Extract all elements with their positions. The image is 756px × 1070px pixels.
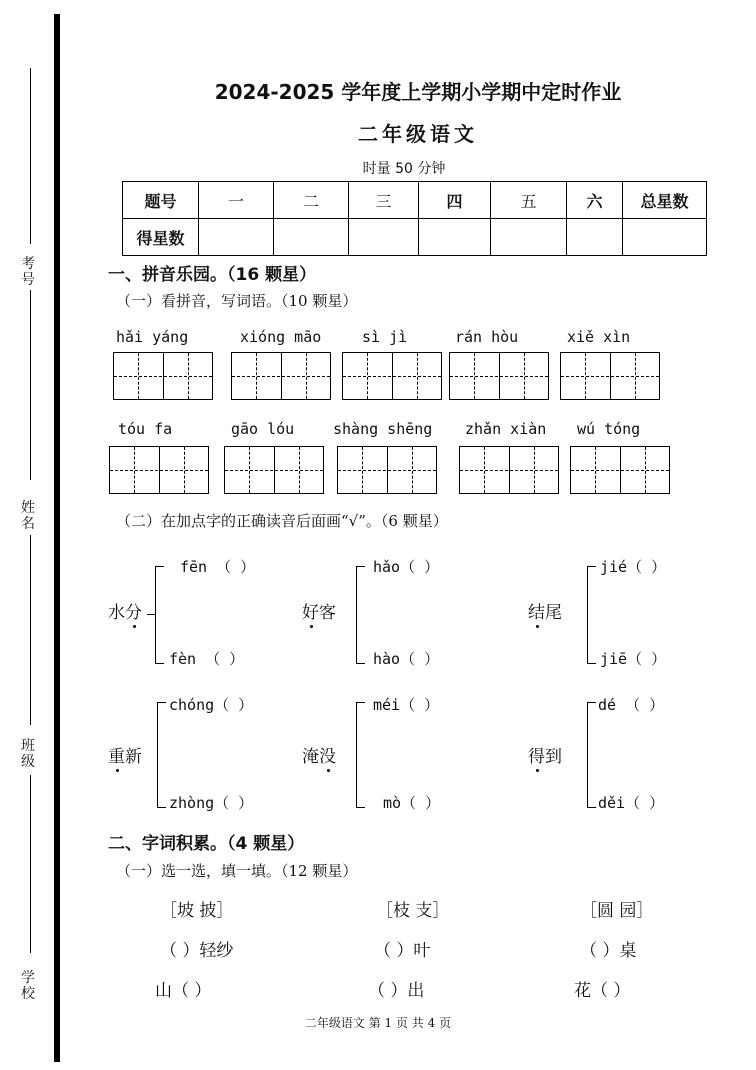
fill-blank[interactable]: （ ）叶 (374, 941, 431, 961)
choice-pair: ［枝 支］ (376, 901, 450, 921)
fill-blank[interactable]: （ ）桌 (580, 941, 637, 961)
pinyin-option[interactable]: děi（ ） (598, 794, 665, 812)
dotted-word: 水分 (108, 598, 142, 623)
brace-tick (147, 614, 155, 615)
pinyin-option[interactable]: fēn （ ） (180, 558, 256, 576)
table-cell: 总星数 (623, 182, 707, 219)
pinyin-label: wú tóng (577, 420, 641, 438)
time-limit: 时量 50 分钟 (362, 161, 446, 177)
table-cell: 六 (567, 182, 623, 219)
dotted-word: 结尾 (528, 598, 562, 623)
page-subtitle: 二年级语文 (358, 122, 478, 146)
fill-blank[interactable]: 花（ ） (574, 981, 631, 1001)
score-input-cell[interactable] (567, 219, 623, 256)
score-input-cell[interactable] (199, 219, 274, 256)
brace (155, 566, 164, 664)
writing-grid[interactable] (109, 446, 209, 494)
dotted-word: 好客 (302, 598, 336, 623)
table-cell: 一 (199, 182, 274, 219)
score-input-cell[interactable] (623, 219, 707, 256)
pinyin-label: shàng shēng (333, 420, 433, 438)
dotted-word: 淹没 (302, 742, 336, 767)
section2-title: 二、字词积累。（4 颗星） (108, 834, 305, 854)
pinyin-option[interactable]: hǎo（ ） (373, 558, 440, 576)
table-cell: 五 (491, 182, 567, 219)
choice-pair: ［坡 披］ (160, 901, 234, 921)
table-cell: 三 (349, 182, 419, 219)
exam-number-label: 考号 (21, 256, 35, 288)
class-line (30, 535, 31, 725)
pinyin-label: sì jì (362, 328, 408, 346)
writing-grid[interactable] (337, 446, 437, 494)
brace (157, 702, 166, 808)
section1-title: 一、拼音乐园。（16 颗星） (108, 265, 317, 285)
pinyin-option[interactable]: zhòng（ ） (169, 794, 254, 812)
writing-grid[interactable] (459, 446, 559, 494)
table-cell: 得星数 (123, 219, 199, 256)
fill-blank[interactable]: （ ）出 (368, 981, 425, 1001)
dotted-word: 得到 (528, 742, 562, 767)
brace (356, 566, 365, 664)
pinyin-option[interactable]: dé （ ） (598, 696, 665, 714)
score-input-cell[interactable] (491, 219, 567, 256)
pinyin-label: hǎi yáng (116, 328, 189, 346)
table-cell: 题号 (123, 182, 199, 219)
school-label: 学校 (21, 970, 35, 1002)
pinyin-option[interactable]: jié（ ） (600, 558, 667, 576)
score-input-cell[interactable] (419, 219, 491, 256)
writing-grid[interactable] (560, 352, 660, 400)
pinyin-option[interactable]: fèn （ ） (169, 650, 245, 668)
pinyin-label: xiě xìn (567, 328, 631, 346)
score-input-cell[interactable] (349, 219, 419, 256)
page-title: 2024-2025 学年度上学期小学期中定时作业 (214, 80, 622, 104)
choice-pair: ［圆 园］ (580, 901, 654, 921)
brace (356, 702, 365, 808)
class-label: 班级 (21, 738, 35, 770)
school-line (30, 775, 31, 953)
table-cell: 二 (274, 182, 349, 219)
writing-grid[interactable] (231, 352, 331, 400)
pinyin-option[interactable]: mò（ ） (383, 794, 441, 812)
brace (587, 566, 596, 664)
name-label: 姓名 (21, 500, 35, 532)
table-row (123, 219, 707, 256)
pinyin-option[interactable]: jiē（ ） (600, 650, 667, 668)
pinyin-option[interactable]: chóng（ ） (169, 696, 254, 714)
fill-blank[interactable]: 山（ ） (155, 981, 212, 1001)
dotted-word: 重新 (108, 742, 142, 767)
name-line (30, 290, 31, 480)
brace (587, 702, 596, 808)
page-footer: 二年级语文 第 1 页 共 4 页 (304, 1016, 452, 1030)
writing-grid[interactable] (570, 446, 670, 494)
fill-blank[interactable]: （ ）轻纱 (160, 941, 234, 961)
pinyin-label: zhǎn xiàn (465, 420, 547, 438)
writing-grid[interactable] (449, 352, 549, 400)
pinyin-label: xióng māo (240, 328, 322, 346)
pinyin-option[interactable]: méi（ ） (373, 696, 440, 714)
section1-part1-title: （一）看拼音，写词语。（10 颗星） (116, 292, 358, 310)
pinyin-label: rán hòu (455, 328, 519, 346)
section2-part1-title: （一）选一选，填一填。（12 颗星） (116, 862, 358, 880)
score-input-cell[interactable] (274, 219, 349, 256)
pinyin-label: tóu fa (118, 420, 173, 438)
section1-part2-title: （二）在加点字的正确读音后面画“√”。（6 颗星） (116, 512, 448, 530)
table-row (123, 182, 707, 219)
writing-grid[interactable] (224, 446, 324, 494)
score-table (122, 181, 707, 256)
pinyin-option[interactable]: hào（ ） (373, 650, 440, 668)
pinyin-label: gāo lóu (231, 420, 295, 438)
writing-grid[interactable] (342, 352, 442, 400)
table-cell: 四 (419, 182, 491, 219)
writing-grid[interactable] (113, 352, 213, 400)
